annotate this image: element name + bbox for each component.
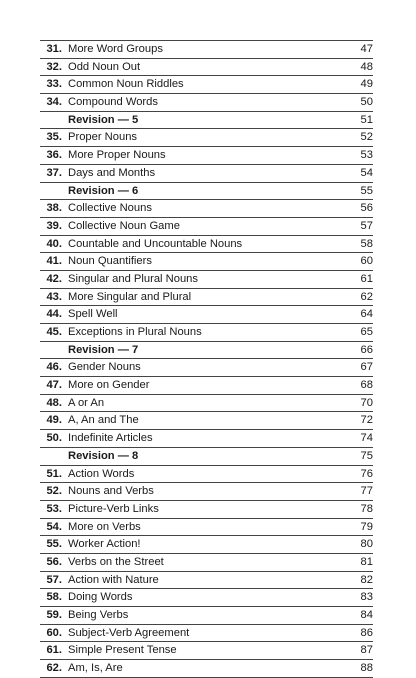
toc-chapter-number: 54.: [46, 520, 62, 533]
toc-row: [40, 94, 373, 112]
toc-chapter-number: 50.: [46, 432, 62, 445]
toc-chapter-number: 41.: [46, 255, 62, 268]
toc-row: [40, 589, 373, 607]
toc-page-number: 87: [360, 644, 373, 657]
toc-row: [40, 165, 373, 183]
toc-row: [40, 59, 373, 77]
toc-page-number: 57: [360, 219, 373, 232]
toc-page-number: 67: [360, 361, 373, 374]
toc-chapter-title: More on Verbs: [68, 520, 141, 533]
toc-row: [40, 625, 373, 643]
toc-revision-row: [40, 112, 373, 130]
toc-chapter-title: Verbs on the Street: [68, 555, 164, 568]
toc-page-number: 77: [360, 485, 373, 498]
toc-chapter-title: Simple Present Tense: [68, 644, 177, 657]
toc-chapter-number: 49.: [46, 414, 62, 427]
toc-page-number: 78: [360, 502, 373, 515]
toc-chapter-number: 47.: [46, 379, 62, 392]
toc-row: [40, 377, 373, 395]
toc-page-number: 51: [360, 113, 373, 126]
toc-chapter-number: 56.: [46, 555, 62, 568]
toc-chapter-number: 51.: [46, 467, 62, 480]
toc-page-number: 61: [360, 272, 373, 285]
toc-row: [40, 324, 373, 342]
toc-page-number: 53: [360, 149, 373, 162]
toc-chapter-number: 61.: [46, 644, 62, 657]
toc-row: [40, 218, 373, 236]
toc-chapter-title: Spell Well: [68, 308, 118, 321]
toc-chapter-number: 53.: [46, 502, 62, 515]
toc-chapter-title: Being Verbs: [68, 609, 129, 621]
toc-chapter-number: 33.: [46, 78, 62, 91]
toc-chapter-title: Revision — 6: [68, 184, 139, 197]
toc-row: [40, 501, 373, 519]
toc-chapter-title: Doing Words: [68, 591, 133, 604]
toc-chapter-number: 40.: [46, 237, 62, 250]
toc-page-number: 56: [360, 202, 373, 215]
toc-chapter-title: Worker Action!: [68, 538, 141, 551]
toc-chapter-number: 62.: [46, 662, 62, 675]
toc-row: [40, 642, 373, 660]
toc-row: [40, 236, 373, 254]
toc-page-number: 88: [360, 662, 373, 675]
toc-page-number: 79: [360, 520, 373, 533]
toc-page-number: 83: [360, 591, 373, 604]
toc-chapter-title: Exceptions in Plural Nouns: [68, 326, 202, 338]
toc-chapter-number: 55.: [46, 538, 62, 551]
toc-chapter-title: Revision — 5: [68, 113, 139, 126]
toc-page-number: 76: [360, 467, 373, 480]
toc-chapter-title: Compound Words: [68, 96, 158, 109]
toc-row: [40, 412, 373, 430]
toc-row: [40, 466, 373, 484]
table-of-contents: [40, 40, 373, 678]
toc-row: [40, 41, 373, 59]
toc-chapter-number: 44.: [46, 308, 62, 321]
toc-chapter-number: 58.: [46, 591, 62, 604]
toc-chapter-number: 39.: [46, 219, 62, 232]
toc-chapter-number: 46.: [46, 361, 62, 374]
toc-page-number: 60: [360, 255, 373, 268]
toc-chapter-number: 59.: [46, 609, 62, 621]
toc-chapter-title: Collective Nouns: [68, 202, 152, 215]
toc-chapter-number: 34.: [46, 96, 62, 109]
toc-row: [40, 147, 373, 165]
toc-chapter-number: 60.: [46, 626, 62, 639]
toc-chapter-title: Picture-Verb Links: [68, 502, 159, 515]
toc-revision-row: [40, 183, 373, 201]
toc-page-number: 58: [360, 237, 373, 250]
toc-chapter-title: Indefinite Articles: [68, 432, 153, 445]
toc-row: [40, 660, 373, 678]
toc-chapter-title: More Word Groups: [68, 43, 163, 55]
toc-page-number: 66: [360, 343, 373, 356]
toc-row: [40, 607, 373, 625]
toc-chapter-number: 37.: [46, 166, 62, 179]
toc-chapter-title: More Singular and Plural: [68, 290, 192, 303]
toc-page-number: 55: [360, 184, 373, 197]
toc-chapter-title: Proper Nouns: [68, 131, 138, 144]
toc-page-number: 75: [360, 449, 373, 462]
toc-chapter-title: A, An and The: [68, 414, 139, 427]
toc-row: [40, 359, 373, 377]
toc-page-number: 81: [360, 555, 373, 568]
toc-chapter-title: Gender Nouns: [68, 361, 141, 374]
toc-chapter-number: 42.: [46, 272, 62, 285]
toc-chapter-title: Common Noun Riddles: [68, 78, 184, 91]
toc-chapter-number: 52.: [46, 485, 62, 498]
toc-row: [40, 536, 373, 554]
toc-page-number: 49: [360, 78, 373, 91]
toc-chapter-title: Days and Months: [68, 166, 156, 179]
toc-chapter-title: Noun Quantifiers: [68, 255, 152, 268]
toc-chapter-number: 57.: [46, 573, 62, 586]
toc-chapter-number: 43.: [46, 290, 62, 303]
toc-row: [40, 572, 373, 590]
toc-page-number: 48: [360, 60, 373, 73]
toc-row: [40, 200, 373, 218]
toc-row: [40, 483, 373, 501]
toc-chapter-number: 45.: [46, 326, 62, 338]
toc-row: [40, 430, 373, 448]
toc-chapter-title: Revision — 7: [68, 343, 139, 356]
toc-row: [40, 289, 373, 307]
toc-row: [40, 271, 373, 289]
toc-page-number: 54: [360, 166, 373, 179]
toc-chapter-number: 31.: [46, 43, 62, 55]
toc-chapter-title: More Proper Nouns: [68, 149, 166, 162]
toc-revision-row: [40, 448, 373, 466]
toc-page-number: 64: [360, 308, 373, 321]
toc-page-number: 65: [360, 326, 373, 338]
toc-page-number: 70: [360, 396, 373, 409]
toc-row: [40, 395, 373, 413]
toc-page-number: 82: [360, 573, 373, 586]
toc-page-number: 62: [360, 290, 373, 303]
toc-chapter-title: Revision — 8: [68, 449, 139, 462]
toc-chapter-title: Am, Is, Are: [68, 662, 123, 675]
toc-chapter-title: Subject-Verb Agreement: [68, 626, 190, 639]
toc-chapter-number: 48.: [46, 396, 62, 409]
toc-row: [40, 306, 373, 324]
toc-chapter-title: Odd Noun Out: [68, 60, 141, 73]
toc-chapter-number: 32.: [46, 60, 62, 73]
toc-chapter-title: A or An: [68, 396, 105, 409]
toc-chapter-title: Countable and Uncountable Nouns: [68, 237, 243, 250]
toc-page-number: 86: [360, 626, 373, 639]
toc-chapter-number: 38.: [46, 202, 62, 215]
toc-page-number: 52: [360, 131, 373, 144]
toc-revision-row: [40, 342, 373, 360]
toc-row: [40, 519, 373, 537]
toc-chapter-title: Nouns and Verbs: [68, 485, 154, 498]
toc-page-number: 68: [360, 379, 373, 392]
toc-chapter-title: Collective Noun Game: [68, 219, 180, 232]
toc-page-number: 74: [360, 432, 373, 445]
toc-row: [40, 253, 373, 271]
toc-page-number: 84: [360, 609, 373, 621]
toc-row: [40, 129, 373, 147]
toc-page-number: 50: [360, 96, 373, 109]
toc-chapter-number: 35.: [46, 131, 62, 144]
toc-row: [40, 76, 373, 94]
toc-chapter-title: Singular and Plural Nouns: [68, 272, 198, 285]
toc-chapter-title: More on Gender: [68, 379, 150, 392]
toc-chapter-title: Action Words: [68, 467, 135, 480]
toc-page-number: 80: [360, 538, 373, 551]
toc-page-number: 47: [360, 43, 373, 55]
toc-chapter-number: 36.: [46, 149, 62, 162]
toc-chapter-title: Action with Nature: [68, 573, 159, 586]
toc-page-number: 72: [360, 414, 373, 427]
